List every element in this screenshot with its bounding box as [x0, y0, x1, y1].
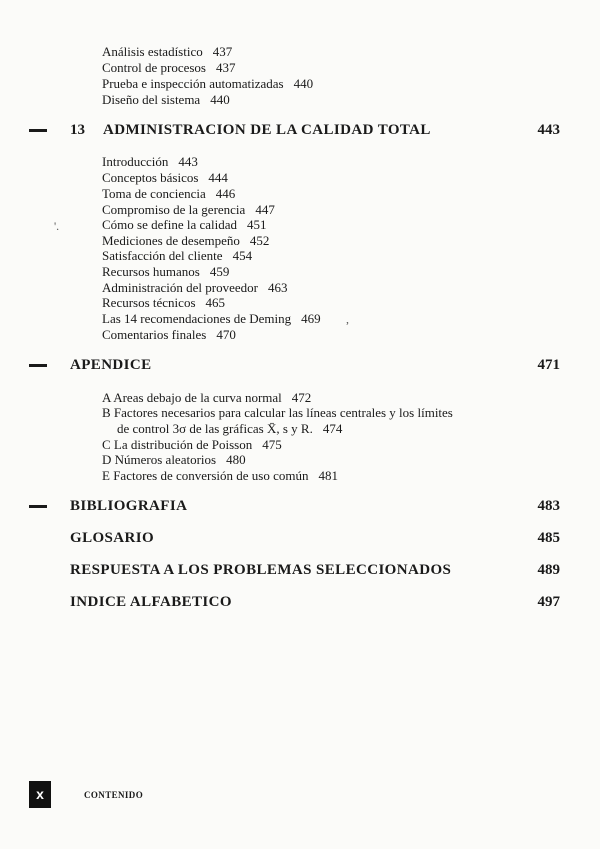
toc-entry	[102, 60, 235, 75]
toc-entry-page: 440	[210, 92, 230, 107]
section-page: 483	[537, 498, 560, 514]
toc-entry-label: Análisis estadístico	[102, 44, 203, 59]
appendix-entry-label: E Factores de conversión de uso común	[102, 468, 309, 483]
page-number-box: x	[29, 781, 51, 808]
toc-entry-page: 446	[215, 186, 236, 201]
section-title: APENDICE	[70, 357, 152, 373]
appendix-entry-label: A Areas debajo de la curva normal	[102, 390, 282, 405]
section-page: 471	[537, 357, 560, 373]
toc-entry-label: Comentarios finales	[102, 327, 207, 342]
dash-marker	[29, 364, 47, 367]
toc-entry	[102, 76, 313, 91]
toc-entry-label: Administración del proveedor	[102, 280, 258, 295]
toc-entry-label: Cómo se define la calidad	[102, 217, 238, 232]
toc-entry	[102, 92, 230, 107]
toc-entry-label: Introducción	[102, 154, 169, 169]
toc-entry	[102, 248, 252, 263]
toc-entry	[102, 170, 228, 185]
section-heading	[0, 561, 600, 579]
toc-entry	[102, 44, 232, 59]
toc-entry	[102, 202, 275, 217]
appendix-entry	[102, 437, 282, 452]
toc-entry-page: 447	[255, 202, 275, 217]
toc-entry-label: Diseño del sistema	[102, 92, 201, 107]
toc-entry	[102, 295, 225, 310]
appendix-entry-label: D Números aleatorios	[102, 452, 217, 467]
scan-speck: '.	[54, 219, 60, 233]
toc-entry-page: 469	[301, 311, 321, 326]
toc-entry-label: Recursos técnicos	[102, 295, 196, 310]
toc-entry	[102, 233, 269, 248]
toc-entry-label: Mediciones de desempeño	[102, 233, 240, 248]
appendix-entry	[117, 421, 342, 436]
toc-entry-page: 459	[209, 264, 230, 279]
appendix-entry-label: B Factores necesarios para calcular las líneas centrales y los límites	[102, 405, 453, 420]
toc-entry-page: 452	[249, 233, 270, 248]
toc-entry-page: 465	[205, 295, 226, 310]
toc-entry-page: 437	[212, 44, 233, 59]
running-footer: CONTENIDO	[84, 790, 144, 800]
appendix-entry-page: 472	[291, 390, 312, 405]
appendix-entry	[102, 468, 338, 483]
toc-entry-page: 463	[267, 280, 288, 295]
toc-entry	[102, 280, 287, 295]
section-heading	[0, 356, 600, 374]
appendix-entry	[102, 405, 453, 420]
appendix-entry-page: 480	[226, 452, 246, 467]
appendix-entry-page: 481	[318, 468, 339, 483]
toc-entry-label: Control de procesos	[102, 60, 206, 75]
appendix-entry-page: 475	[262, 437, 282, 452]
toc-entry	[102, 217, 267, 232]
section-title: BIBLIOGRAFIA	[70, 498, 188, 514]
section-page: 489	[537, 562, 560, 578]
section-page: 497	[537, 594, 560, 610]
toc-entry-label: Las 14 recomendaciones de Deming	[102, 311, 292, 326]
chapter-page: 443	[537, 122, 560, 138]
dash-marker	[29, 129, 47, 132]
chapter-title: ADMINISTRACION DE LA CALIDAD TOTAL	[103, 122, 431, 138]
chapter-number: 13	[70, 122, 85, 138]
toc-entry	[102, 327, 236, 342]
appendix-entry-page: 474	[322, 421, 343, 436]
toc-entry-page: 437	[215, 60, 236, 75]
section-title: INDICE ALFABETICO	[70, 594, 232, 610]
toc-entry	[102, 186, 235, 201]
toc-entry	[102, 264, 229, 279]
section-heading	[0, 529, 600, 547]
section-heading	[0, 593, 600, 611]
appendix-entry	[102, 452, 246, 467]
toc-entry-page: 470	[216, 327, 236, 342]
toc-entry-label: Toma de conciencia	[102, 186, 206, 201]
appendix-entry-label: C La distribución de Poisson	[102, 437, 253, 452]
toc-entry	[102, 311, 321, 326]
toc-entry-label: Conceptos básicos	[102, 170, 199, 185]
toc-entry-label: Satisfacción del cliente	[102, 248, 223, 263]
toc-entry-page: 443	[178, 154, 198, 169]
toc-entry-page: 440	[293, 76, 314, 91]
section-title: GLOSARIO	[70, 530, 155, 546]
appendix-entry-label: de control 3σ de las gráficas X̄, s y R.	[117, 421, 313, 436]
toc-entry-page: 451	[247, 217, 267, 232]
section-title: RESPUESTA A LOS PROBLEMAS SELECCIONADOS	[70, 562, 452, 578]
toc-entry-page: 454	[232, 248, 253, 263]
appendix-entry	[102, 390, 311, 405]
section-page: 485	[537, 530, 560, 546]
toc-entry-page: 444	[208, 170, 228, 185]
scan-speck: ,	[346, 312, 349, 326]
dash-marker	[29, 505, 47, 508]
toc-entry-label: Recursos humanos	[102, 264, 200, 279]
section-heading	[0, 497, 600, 515]
toc-entry	[102, 154, 198, 169]
chapter-heading	[0, 121, 600, 139]
toc-entry-label: Prueba e inspección automatizadas	[102, 76, 284, 91]
toc-entry-label: Compromiso de la gerencia	[102, 202, 246, 217]
